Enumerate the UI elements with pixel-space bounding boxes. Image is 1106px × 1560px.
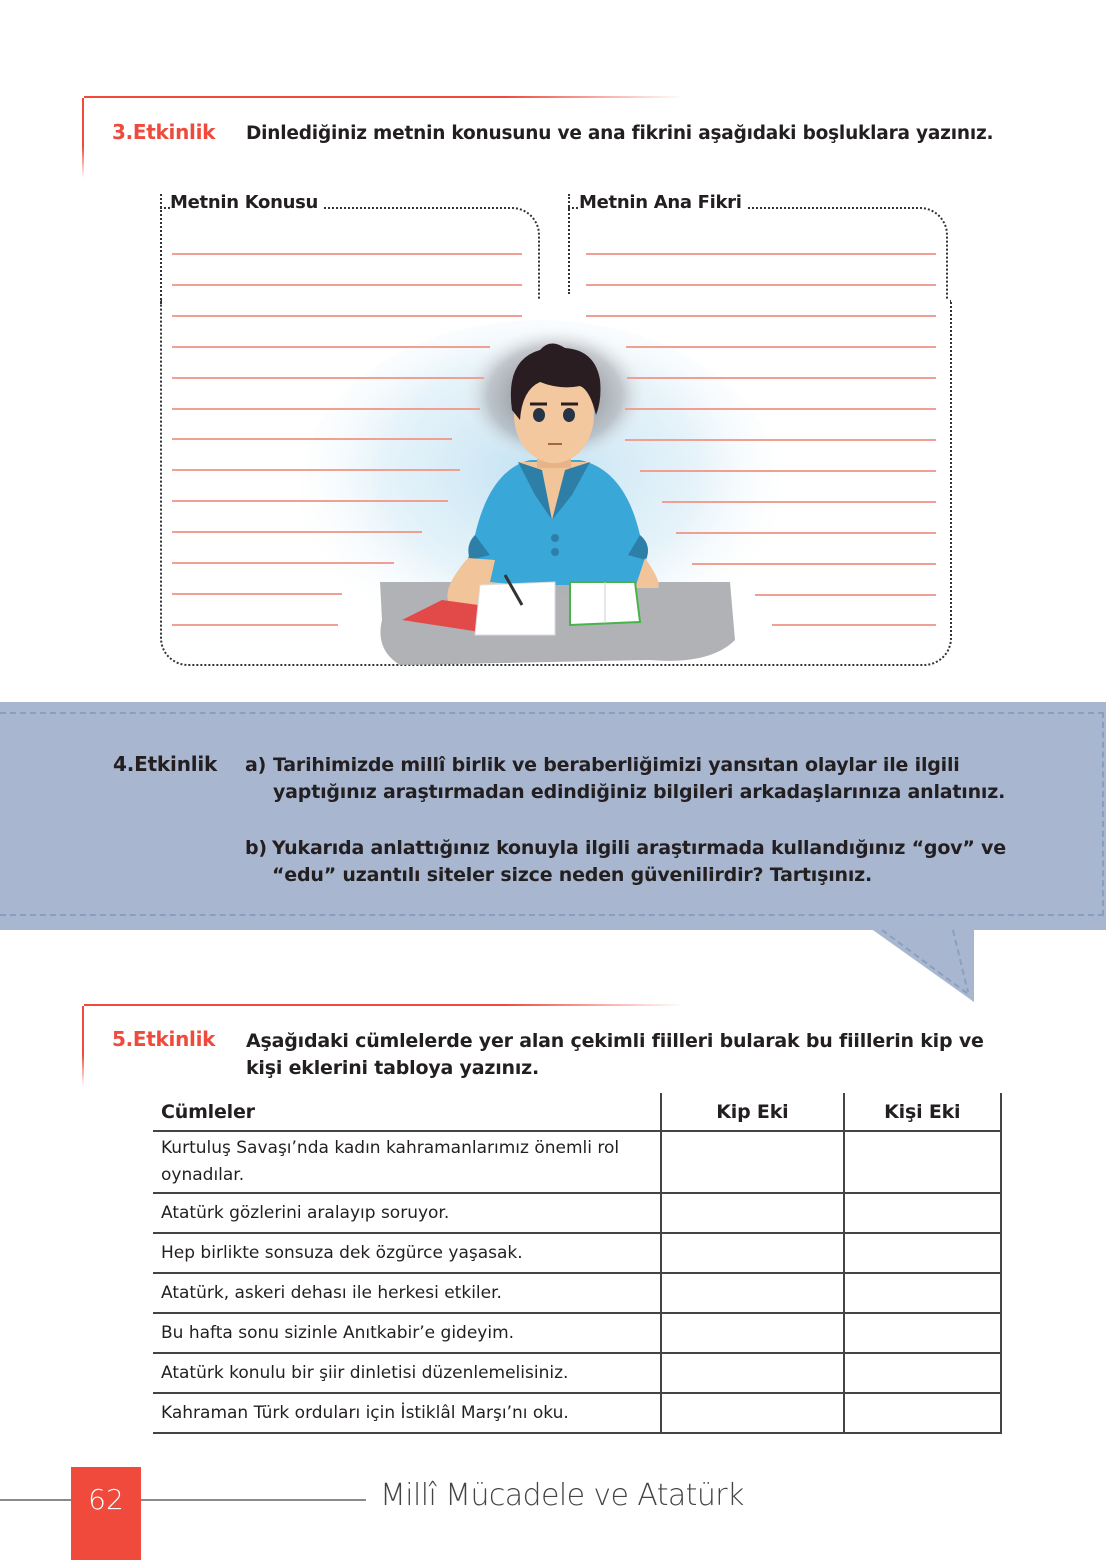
speech-bubble-tail [860,928,980,1004]
write-line[interactable] [172,315,522,317]
write-line[interactable] [172,469,460,471]
table-row [153,1393,1001,1433]
write-line[interactable] [172,500,448,502]
table-row [153,1131,1001,1193]
write-line[interactable] [172,408,480,410]
unit-title: Millî Mücadele ve Atatürk [380,1478,744,1513]
write-line[interactable] [172,377,484,379]
write-line[interactable] [172,531,422,533]
table-row [153,1233,1001,1273]
write-line[interactable] [772,624,936,626]
table-row [153,1353,1001,1393]
header-rule-top [84,1004,684,1006]
write-line[interactable] [586,284,936,286]
activity5-label: 5.Etkinlik [112,1027,216,1051]
write-line[interactable] [586,315,936,317]
column-header-sentences: Cümleler [153,1093,661,1131]
kisi-eki-cell[interactable] [844,1193,1001,1233]
kisi-eki-cell[interactable] [844,1273,1001,1313]
kip-eki-cell[interactable] [661,1193,843,1233]
topic-box-left-edge [160,194,162,304]
activity3-instruction: Dinlediğiniz metnin konusunu ve ana fikrini aşağıdaki boşluklara yazınız. [246,123,994,144]
write-line[interactable] [172,253,522,255]
table-row [153,1193,1001,1233]
write-line[interactable] [627,377,936,379]
write-line[interactable] [172,562,394,564]
kisi-eki-cell[interactable] [844,1393,1001,1433]
kip-eki-cell[interactable] [661,1273,843,1313]
sentence-cell: Bu hafta sonu sizinle Anıtkabir’e gideyim. [153,1313,661,1353]
write-line[interactable] [692,563,936,565]
table-row [153,1313,1001,1353]
activity4-item-a-marker: a) [245,754,267,776]
write-line[interactable] [586,253,936,255]
kip-eki-cell[interactable] [661,1353,843,1393]
kip-eki-cell[interactable] [661,1313,843,1353]
topic-box-title: Metnin Konusu [170,192,324,213]
page-number: 62 [71,1467,141,1560]
column-header-mood-suffix: Kip Eki [661,1093,843,1131]
main-idea-box-left-edge [568,194,570,294]
write-line[interactable] [676,532,936,534]
main-idea-box-title: Metnin Ana Fikri [579,192,748,213]
write-line[interactable] [755,594,936,596]
activity4-item-a-line1: Tarihimizde millî birlik ve beraberliğimizi yansıtan olaylar ile ilgili [273,754,960,776]
footer-rule-right [140,1499,366,1501]
sentence-cell: Kahraman Türk orduları için İstiklâl Marşı’nı oku. [153,1393,661,1433]
kip-eki-cell[interactable] [661,1233,843,1273]
write-line[interactable] [625,439,936,441]
kip-eki-cell[interactable] [661,1393,843,1433]
verb-suffix-table [153,1093,1002,1434]
write-line[interactable] [662,501,936,503]
header-rule-top [84,96,684,98]
header-rule-left [82,98,84,178]
table-row [153,1273,1001,1313]
footer-rule-left [0,1499,72,1501]
kisi-eki-cell[interactable] [844,1131,1001,1193]
sentence-cell: Kurtuluş Savaşı’nda kadın kahramanlarımız önemli rol oynadılar. [153,1131,661,1193]
header-rule-left [82,1006,84,1086]
kisi-eki-cell[interactable] [844,1233,1001,1273]
sentence-cell: Atatürk gözlerini aralayıp soruyor. [153,1193,661,1233]
write-line[interactable] [172,438,452,440]
sentence-cell: Atatürk konulu bir şiir dinletisi düzenlemelisiniz. [153,1353,661,1393]
kisi-eki-cell[interactable] [844,1353,1001,1393]
write-line[interactable] [172,284,522,286]
activity5-instruction-line2: kişi eklerini tabloya yazınız. [246,1057,540,1079]
activity3-label: 3.Etkinlik [112,120,216,144]
activity4-item-b-line1: Yukarıda anlattığınız konuyla ilgili araştırmada kullandığınız “gov” ve [272,837,1006,859]
activity4-item-b-marker: b) [245,837,267,859]
write-line[interactable] [172,593,342,595]
kisi-eki-cell[interactable] [844,1313,1001,1353]
write-line[interactable] [625,408,936,410]
table-header-row [153,1093,1001,1131]
write-line[interactable] [172,624,338,626]
activity4-item-a-line2: yaptığınız araştırmadan edindiğiniz bilgileri arkadaşlarınıza anlatınız. [273,781,1006,803]
activity5-instruction-line1: Aşağıdaki cümlelerde yer alan çekimli fiilleri bularak bu fiillerin kip ve [246,1030,984,1052]
activity4-label: 4.Etkinlik [113,752,218,776]
kip-eki-cell[interactable] [661,1131,843,1193]
activity4-item-b-line2: “edu” uzantılı siteler sizce neden güvenilirdir? Tartışınız. [272,864,873,886]
write-line[interactable] [172,346,490,348]
column-header-person-suffix: Kişi Eki [844,1093,1001,1131]
sentence-cell: Hep birlikte sonsuza dek özgürce yaşasak. [153,1233,661,1273]
sentence-cell: Atatürk, askeri dehası ile herkesi etkiler. [153,1273,661,1313]
write-line[interactable] [640,470,936,472]
write-line[interactable] [626,346,936,348]
